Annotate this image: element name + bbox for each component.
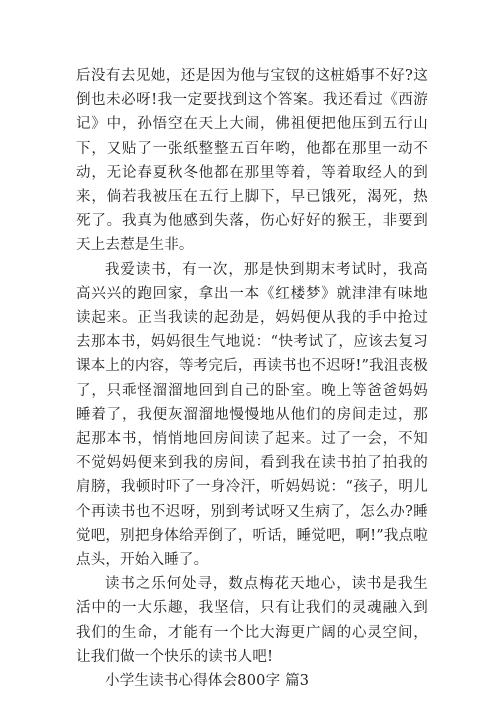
- paragraph-reading-story: 我爱读书，有一次，那是快到期末考试时，我高高兴兴的跑回家，拿出一本《红楼梦》就津津有味地读起来。正当我读的起劲是，妈妈便从我的手中抢过去那本书，妈妈很生气地说：“快考试了，应该去复习课本上的内容，等考完后，再读书也不迟呀!”我沮丧极了，只乖怪溜溜地回到自己的卧室。晚上等爸爸妈妈睡着了，我便灰溜溜地慢慢地从他们的房间走过，那起那本书，悄悄地回房间读了起来。过了一会，不知不觉妈妈便来到我的房间，看到我在读书拍了拍我的肩膀，我顿时吓了一身冷汗，听妈妈说：“孩子，明儿个再读书也不迟呀，别到考试呀又生病了，怎么办?睡觉吧，别把身体给弄倒了，听话，睡觉吧，啊!”我点啦点头，开始入睡了。: [76, 261, 428, 569]
- section-heading: 小学生读书心得体会800字 篇3: [105, 673, 310, 690]
- paragraph-conclusion: 读书之乐何处寻，数点梅花天地心，读书是我生活中的一大乐趣，我坚信，只有让我们的灵魂融入到我们的生命，才能有一个比大海更广阔的心灵空间，让我们做一个快乐的读书人吧!: [76, 576, 428, 665]
- document-body: [76, 64, 428, 693]
- paragraph-continuation: 后没有去见她，还是因为他与宝钗的这桩婚事不好?这倒也未必呀!我一定要找到这个答案。我还看过《西游记》中，孙悟空在天上大闹，佛祖便把他压到五行山下，又贴了一张纸整整五百年哟，他都在那里一动不动，无论春夏秋冬他都在那里等着，等着取经人的到来，倘若我被压在五行上脚下，早已饿死，渴死，热死了。我真为他感到失落，伤心好好的猴王，非要到天上去惹是生非。: [76, 68, 428, 254]
